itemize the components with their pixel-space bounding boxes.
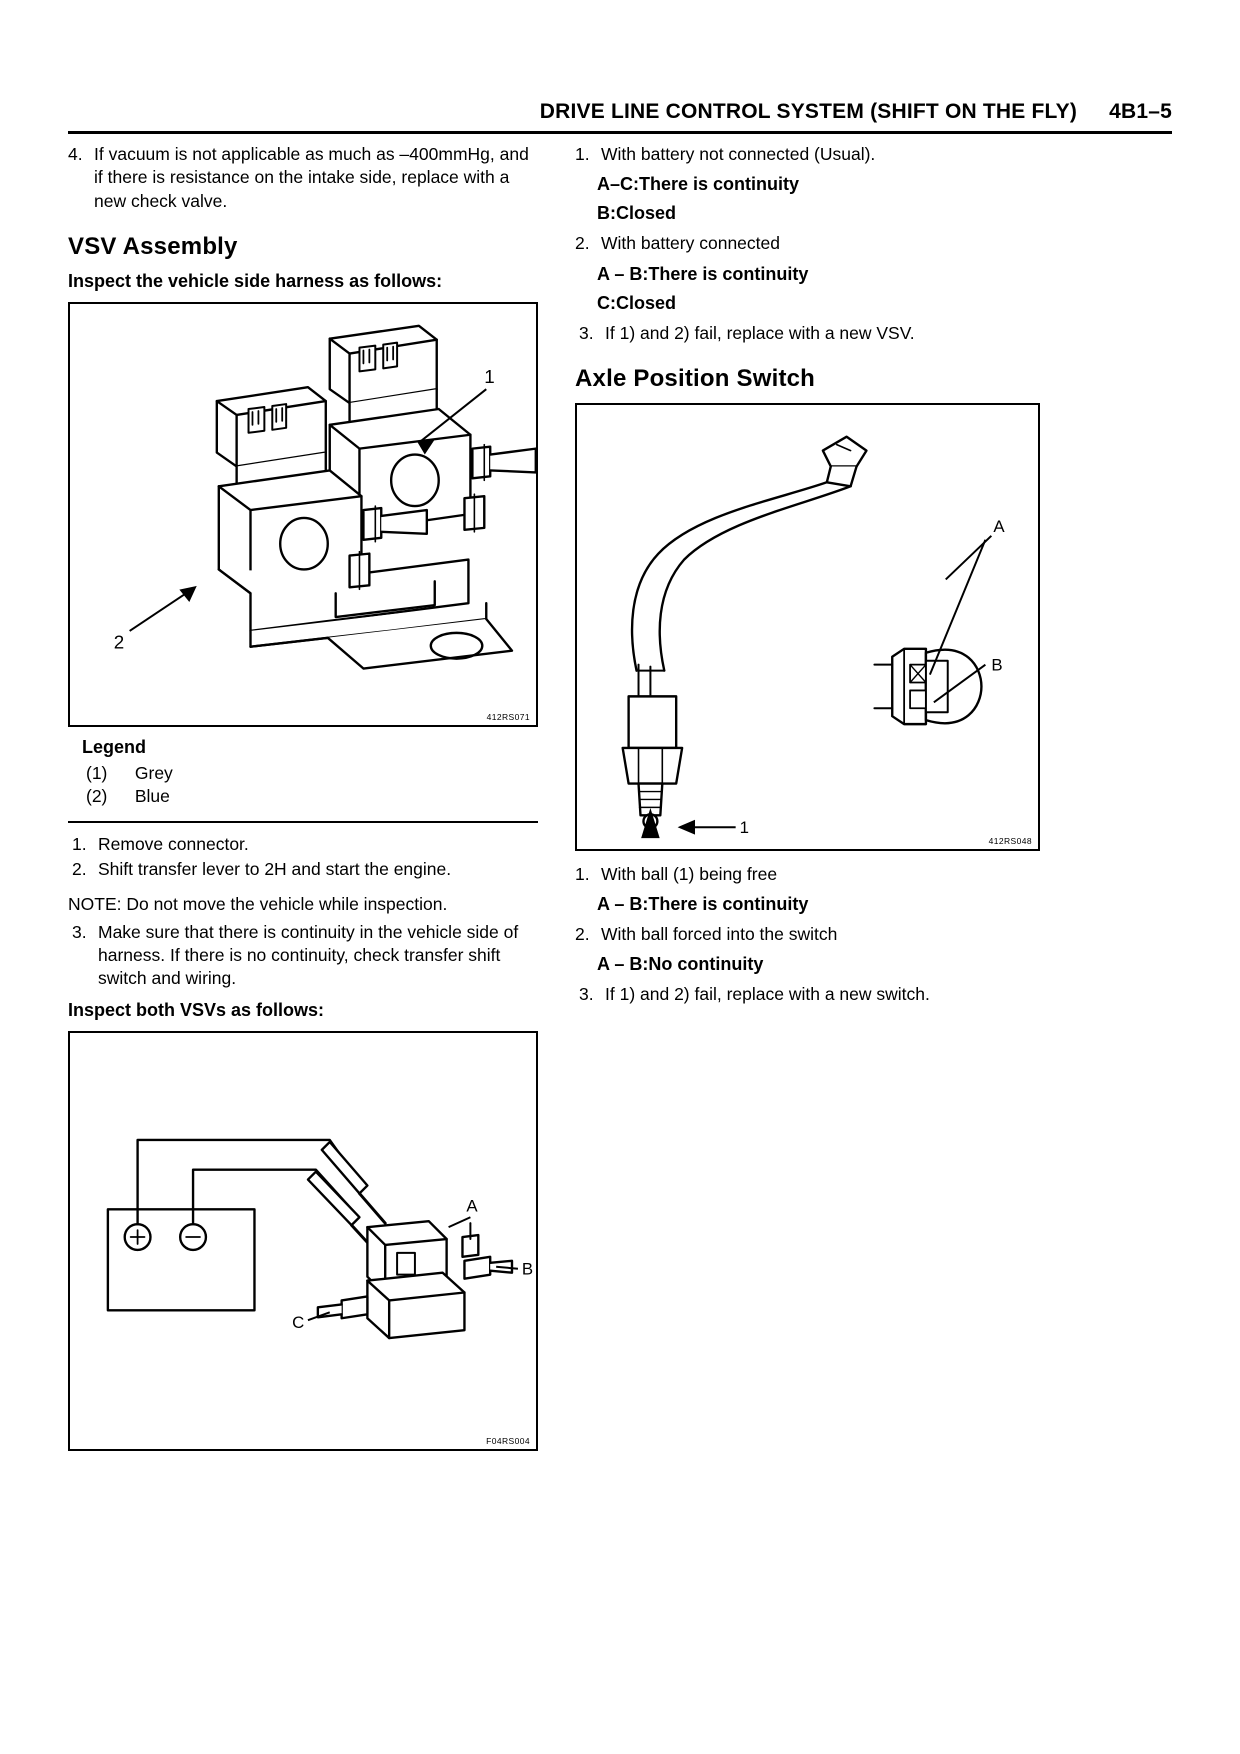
step-text: With ball (1) being free bbox=[601, 863, 778, 884]
header-title: DRIVE LINE CONTROL SYSTEM (SHIFT ON THE FLY) bbox=[539, 100, 1078, 123]
step-marker: 2. bbox=[575, 924, 590, 945]
list-item bbox=[68, 921, 538, 991]
step-text: Shift transfer lever to 2H and start the engine. bbox=[98, 859, 452, 880]
figure3-code: 412RS048 bbox=[988, 835, 1032, 846]
step-text: If 1) and 2) fail, replace with a new switch. bbox=[605, 984, 930, 1005]
legend-divider bbox=[68, 821, 538, 823]
list-item bbox=[575, 322, 1040, 345]
list-item bbox=[86, 785, 538, 809]
vsv-assembly-drawing bbox=[70, 304, 536, 725]
list-item bbox=[575, 923, 1040, 946]
list-item bbox=[86, 762, 538, 786]
left-column bbox=[68, 143, 538, 1451]
vsv-result-1b: B:Closed bbox=[597, 203, 677, 224]
figure3-label-b: B bbox=[991, 655, 1003, 675]
step-marker: 3. bbox=[579, 984, 594, 1005]
step-text: Remove connector. bbox=[98, 834, 249, 855]
axle-test-step-3 bbox=[575, 983, 1040, 1006]
axle-test-step-1 bbox=[575, 863, 1040, 886]
figure2-label-c: C bbox=[292, 1313, 305, 1333]
list-item bbox=[575, 232, 1040, 255]
figure2-label-a: A bbox=[466, 1196, 478, 1216]
legend-label: Grey bbox=[134, 762, 173, 783]
vsv-test-step-1 bbox=[575, 143, 1040, 166]
step-text: With battery connected bbox=[601, 233, 780, 254]
step-marker: 1. bbox=[72, 834, 87, 855]
figure1-callout-2: 2 bbox=[113, 631, 125, 653]
step-marker: 1. bbox=[575, 144, 590, 164]
step-marker: 3. bbox=[579, 322, 594, 343]
step-text: If 1) and 2) fail, replace with a new VSV. bbox=[605, 322, 915, 343]
list-item bbox=[575, 983, 1040, 1006]
axle-result-2: A – B:No continuity bbox=[597, 954, 764, 975]
vsv-battery-test-drawing bbox=[70, 1033, 536, 1449]
step-text: With battery not connected (Usual). bbox=[601, 144, 876, 164]
axle-test-step-2 bbox=[575, 923, 1040, 946]
list-item bbox=[68, 143, 538, 213]
step-marker: 2. bbox=[72, 859, 87, 880]
legend bbox=[68, 737, 538, 809]
figure2-label-b: B bbox=[521, 1260, 534, 1280]
harness-subheading: Inspect the vehicle side harness as follows: bbox=[68, 270, 443, 291]
page-number: 4B1–5 bbox=[1109, 100, 1172, 123]
figure3-label-1: 1 bbox=[739, 817, 749, 837]
right-column bbox=[575, 143, 1040, 1009]
step-marker: 3. bbox=[72, 921, 87, 942]
vsv-test-step-3 bbox=[575, 322, 1040, 345]
vsv-result-2a: A – B:There is continuity bbox=[597, 263, 809, 284]
legend-list bbox=[68, 762, 538, 809]
vsv-assembly-heading: VSV Assembly bbox=[68, 232, 238, 260]
step-marker: 1. bbox=[575, 863, 590, 884]
legend-label: Blue bbox=[134, 786, 170, 807]
vsv-test-step-2 bbox=[575, 232, 1040, 255]
axle-position-switch-drawing bbox=[577, 405, 1038, 849]
legend-number: (2) bbox=[86, 786, 108, 807]
step-marker: 2. bbox=[575, 233, 590, 254]
step-text: If vacuum is not applicable as much as –400mmHg, and if there is resistance on the intake side, replace with a new check valve. bbox=[94, 144, 529, 211]
step-text: Make sure that there is continuity in the vehicle side of harness. If there is no continuity, check transfer shift switch and wiring. bbox=[98, 921, 519, 989]
check-valve-step-list bbox=[68, 143, 538, 213]
header-rule bbox=[68, 131, 1172, 134]
step-text: With ball forced into the switch bbox=[601, 924, 838, 945]
list-item bbox=[68, 858, 538, 881]
figure1-code: 412RS071 bbox=[486, 711, 530, 722]
axle-position-switch-heading: Axle Position Switch bbox=[575, 364, 816, 392]
vsv-inspect-subheading: Inspect both VSVs as follows: bbox=[68, 1000, 325, 1021]
figure-vsv-battery-test bbox=[68, 1031, 538, 1451]
page-header bbox=[68, 100, 1172, 124]
figure3-label-a: A bbox=[993, 516, 1005, 536]
list-item bbox=[68, 833, 538, 856]
list-item bbox=[575, 143, 1040, 166]
legend-number: (1) bbox=[86, 762, 108, 783]
vsv-result-1a: A–C:There is continuity bbox=[597, 174, 800, 195]
list-item bbox=[575, 863, 1040, 886]
harness-step3-list bbox=[68, 921, 538, 991]
vsv-result-2b: C:Closed bbox=[597, 292, 677, 313]
figure-vsv-assembly bbox=[68, 302, 538, 727]
figure1-callout-1: 1 bbox=[484, 366, 495, 388]
figure2-code: F04RS004 bbox=[486, 1436, 530, 1447]
note-text: NOTE: Do not move the vehicle while inspection. bbox=[68, 893, 448, 914]
harness-step-list bbox=[68, 833, 538, 882]
axle-result-1: A – B:There is continuity bbox=[597, 894, 809, 915]
legend-title: Legend bbox=[82, 736, 147, 757]
figure-axle-position-switch bbox=[575, 403, 1040, 851]
step-marker: 4. bbox=[68, 144, 83, 164]
